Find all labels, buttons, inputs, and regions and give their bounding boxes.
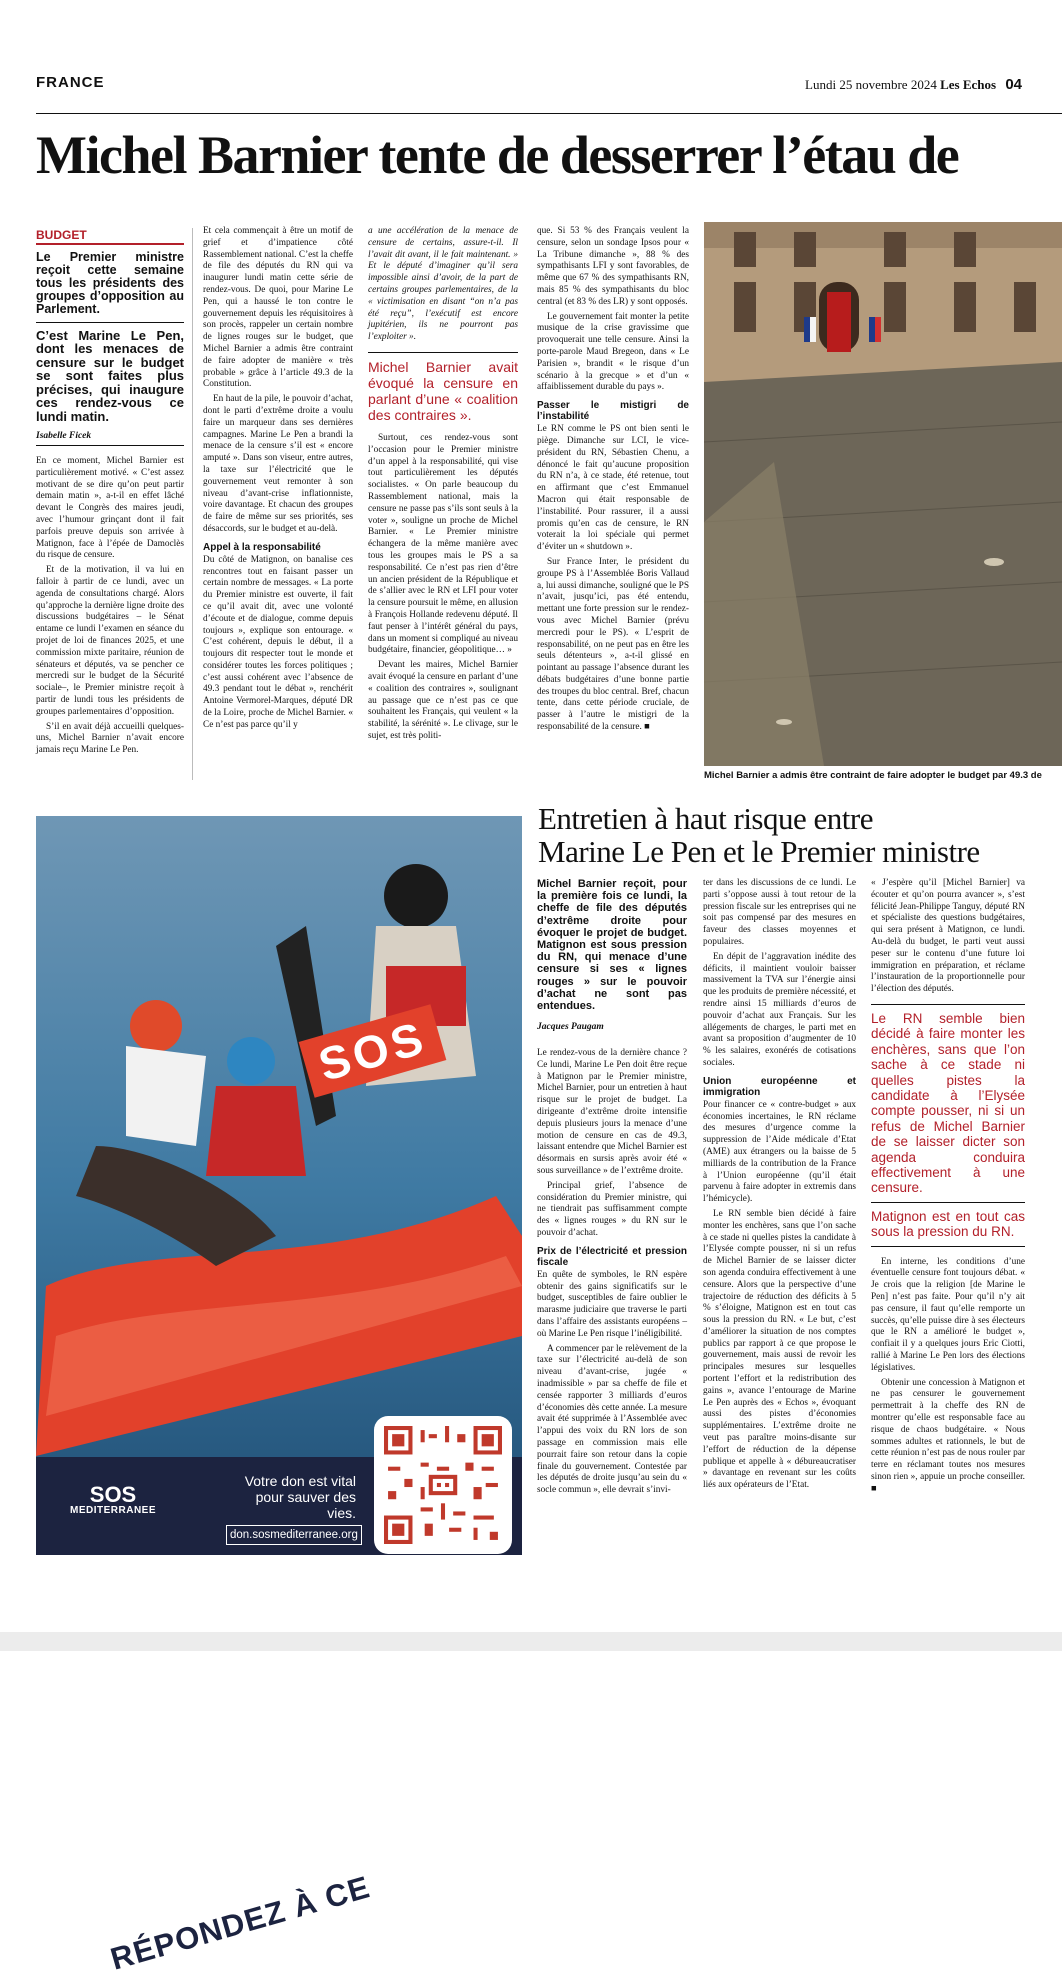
date-text: Lundi 25 novembre 2024 xyxy=(805,77,937,92)
ad-slogan-line2: SOS xyxy=(299,1004,447,1098)
article2-pull-quote-1: Le RN semble bien décidé à faire monter les enchères, sans que l’on sache à ce stade ni quelles pistes la candidate à l’Elysée compte pousser, ni si un refus de Michel Barnier de se laisser dicter son agenda conduira effectivement à une censure. xyxy=(871,1004,1025,1196)
column-divider xyxy=(192,228,193,780)
section-label: FRANCE xyxy=(36,74,105,91)
ad-qr-card xyxy=(374,1416,512,1554)
article2-headline-line2: Marine Le Pen et le Premier ministre xyxy=(538,834,980,869)
article1-paragraph: que. Si 53 % des Français veulent la censure, selon un sondage Ipsos pour « La Tribune dimanche », 88 % des sympathisants LFI y sont favorables, de même que 67 % des sympathisants RN, mais 85 % des sympathisants du bloc central (et 83 % des LR) y sont opposés. xyxy=(537,226,689,307)
article1-paragraph: Et cela commençait à être un motif de grief et d’impatience côté Rassemblement national. C’est la cheffe de file des députés du RN qui va inaugurer lundi matin cette série de rendez-vous. De quoi, pour Marine Le Pen, qui a haussé le ton contre le gouvernement depuis les réquisitoires à son procès, rappeler un certain nombre de lignes rouges sur le budget, que Michel Barnier a admis être contraint de faire adopter de manière « très probable » grâce à l’article 49.3 de la Constitution. xyxy=(203,226,353,390)
photo-caption: Michel Barnier a admis être contraint de faire adopter le budget par 49.3 de xyxy=(704,770,1042,781)
article2-paragraph: ter dans les discussions de ce lundi. Le parti s’oppose aussi à tout retour de la pression fiscale sur les entreprises qui ne soit pas compensé par des mesures en faveur des classes moyennes et populaires. xyxy=(703,878,856,947)
paper-name: Les Echos xyxy=(940,77,997,92)
ad-sos-badge xyxy=(304,1010,441,1092)
photo-illustration xyxy=(704,222,1062,766)
issue-date xyxy=(805,76,1022,93)
article2-paragraph: Le rendez-vous de la dernière chance ? Ce lundi, Marine Le Pen doit être reçue à Matignon par le Premier ministre, Michel Barnier, pour un entretien à haut risque sur le projet de budget. La dirigeante d’extrême droite intensifie depuis plusieurs jours la menace d’une motion de censure en cas de 49.3, laissant entendre que Michel Barnier est désormais en sursis après avoir été « sous surveillance » de l’extrême droite. xyxy=(537,1048,687,1176)
article2-lede: Michel Barnier reçoit, pour la première fois ce lundi, la cheffe de file des députés d’extrême droite pour évoquer le projet de budget. Matignon est sous pression du RN, qui menace d’une censure si ses « lignes rouges » sur le pouvoir d’achat ne sont pas entendues. xyxy=(537,878,687,1013)
ad-slogan-line1: RÉPONDEZ À CE xyxy=(96,1863,385,1984)
article2-column-3 xyxy=(871,878,1025,1630)
sos-logo-line2: MEDITERRANEE xyxy=(70,1505,157,1516)
ad-tagline xyxy=(226,1473,356,1545)
article1-author: Isabelle Ficek xyxy=(36,431,184,446)
qr-code-icon[interactable] xyxy=(384,1426,502,1544)
article2-subhead-1: Prix de l’électricité et pression fiscale xyxy=(537,1245,687,1268)
article1-subhead-2: Passer le mistigri de l’instabilité xyxy=(537,400,689,423)
article2-headline xyxy=(538,802,980,868)
article1-paragraph: Et de la motivation, il va lui en falloir à partir de ce lundi, avec un agenda de consultations chargé. Alors qu’approche la dernière ligne droite des discussions budgétaires – le Sénat entame ce lundi l’examen en séance du projet de loi de finances 2025, et une commission mixte paritaire, réunion de sénateurs et députés, va se pencher ce mercredi sur le budget de la Sécurité sociale–, le Premier ministre reçoit à partir de lundi tous les présidents de groupes parlementaires d’opposition. xyxy=(36,565,184,717)
article2-subhead-2: Union européenne et immigration xyxy=(703,1075,856,1098)
top-rule xyxy=(36,113,1062,114)
article1-paragraph: En ce moment, Michel Barnier est particulièrement motivé. « C’est assez motivant de se dire qu’on peut partir demain matin », a-t-il en effet lâché devant le Congrès des maires jeudi, avec l’humour grinçant dont il fait parfois preuve depuis son arrivée à Matignon, face à l’épée de Damoclès du risque de censure. xyxy=(36,456,184,561)
article1-paragraph: a une accélération de la menace de censure de certains, assure-t-il. Il l’avait dit avant, il le fait maintenant. » Et le député d’imaginer qu’il sera impossible ainsi d’avoir, de la part de certains groupes parlementaires, de la « victimisation en disant “on n’a pas été reçu”, l’exécutif est encore jupitérien, ils ne pourront pas l’exploiter ». xyxy=(368,226,518,343)
page-number: 04 xyxy=(1005,76,1022,93)
article2-paragraph: En dépit de l’aggravation inédite des déficits, il maintient vouloir baisser massivement la TVA sur l’énergie ainsi que les produits de première nécessité, et rendre ainsi 15 milliards d’euros de pouvoir d’achat aux Français. Sur les allégements de charges, le parti met en avant sa proposition d’augmenter de 10 % les salaires, exonérés de cotisations sociales. xyxy=(703,951,856,1068)
article2-column-2 xyxy=(703,878,856,1630)
article1-paragraph: Le gouvernement fait monter la petite musique de la crise gravissime que provoquerait une telle censure. Ainsi la porte-parole Maud Bregeon, dans « Le Parisien », brandit « le risque d’un scénario à la grecque » et d’un « affaiblissement durable du pays ». xyxy=(537,311,689,393)
ad-donation-link[interactable]: don.sosmediterranee.org xyxy=(226,1525,362,1545)
article1-column-1 xyxy=(36,230,184,780)
article1-lede-2: C’est Marine Le Pen, dont les menaces de censure sur le budget se sont faites plus précises, qui inaugure ces rendez-vous ce lundi matin. xyxy=(36,327,184,424)
article2-paragraph: En quête de symboles, le RN espère obtenir des gains significatifs sur le budget, susceptibles de faire oublier le marasme judiciaire que traverse le parti dans l’affaire des assistants européens – où Marine Le Pen risque l’inéligibilité. xyxy=(537,1269,687,1339)
page-headline: Michel Barnier tente de desserrer l’étau de xyxy=(36,125,959,185)
article2-paragraph: Pour financer ce « contre-budget » aux économies incertaines, le RN réclame des mesures d’urgence comme la suppression de l’Aide médicale d’Etat (AME) aux étrangers ou la baisse de 5 milliards de la contribution de la France à l’Union européenne (qu’il était parvenu à faire adopter in extremis dans l’hémicycle). xyxy=(703,1099,856,1205)
article2-paragraph: En interne, les conditions d’une éventuelle censure font toujours débat. « Je crois que la religion [de Marine le Pen] n’est pas faite. Pour qu’il n’y ait pas censure, il faut qu’elle remporte un succès, qu’elle puisse dire à ses électeurs que le RN a amélioré le budget », confiait il y a quelques jours Eric Ciotti, rallié à Marine Le Pen lors des élections législatives. xyxy=(871,1256,1025,1373)
article1-paragraph: Du côté de Matignon, on banalise ces rencontres tout en faisant passer un certain nombre de messages. « La porte du Premier ministre est ouverte, il fait ce qu’il avait dit, avec une volonté d’écoute et de dialogue, comme depuis toujours », explique son entourage. « C’est cohérent, depuis le début, il a toujours dit respecter tout le monde et considérer toutes les forces politiques ; c’est aussi cohérent avec l’absence de 49.3 pendant tout le débat », renchérit Antoine Vermorel-Marques, député DR de la Loire, proche de Michel Barnier. « Ce n’est pas parce qu’il y xyxy=(203,554,353,730)
article1-paragraph: Surtout, ces rendez-vous sont l’occasion pour le Premier ministre d’un appel à la responsabilité, qui vise tout particulièrement les députés socialistes. « On parle beaucoup du Rassemblement national, mais la censure ne passe pas s’ils sont seuls à la voter », souligne un proche de Michel Barnier. « Le Premier ministre échangera de la même manière avec tous les groupes mais le PS a sa responsabilité. Ce n’est pas rien d’être un ancien président de la République et de s’allier avec le RN et LFI pour voter la censure poursuit le même, en allusion à François Hollande redevenu député. Il faut penser à l’intérêt général du pays, dans un moment si compliqué au niveau budgétaire, financier, géopolitique… » xyxy=(368,432,518,656)
page-bottom-band xyxy=(0,1632,1062,1651)
matignon-photo xyxy=(704,222,1062,766)
article1-paragraph: Sur France Inter, le président du groupe PS à l’Assemblée Boris Vallaud a, lui aussi dimanche, souligné que le PS n’avait, jusqu’ici, pas été entendu, mettant une forte pression sur le rendez-vous avec Michel Barnier (prévu mercredi pour le PS). « L’esprit de responsabilité, on ne peut pas en être les seuls détenteurs », a-t-il glissé en pointant au passage l’absence durant les débats budgétaires d’une bonne partie des troupes du bloc central. Bref, chacun tente, dans cette période cruciale, de passer à l’autre le mistigri de la responsabilité de la censure. ■ xyxy=(537,556,689,733)
article1-paragraph: S’il en avait déjà accueilli quelques-uns, Michel Barnier n’avait encore jamais reçu Marine Le Pen. xyxy=(36,721,184,756)
ad-tagline-line2: pour sauver des vies. xyxy=(255,1489,356,1521)
article2-pull-quote-2: Matignon est en tout cas sous la pression du RN. xyxy=(871,1202,1025,1247)
ad-tagline-line1: Votre don est vital xyxy=(244,1473,356,1489)
article1-pull-quote: Michel Barnier avait évoqué la censure en parlant d’une « coalition des contraires ». xyxy=(368,352,518,423)
article1-paragraph: Devant les maires, Michel Barnier avait évoqué la censure en parlant d’une « coalition des contraires », soulignant au passage que ce n’est pas ce que souhaitent les Français, qui veulent « la stabilité, la sérénité ». Le clivage, sur le sujet, est très politi- xyxy=(368,660,518,741)
sos-logo-line1: SOS xyxy=(89,1482,137,1507)
article2-headline-line1: Entretien à haut risque entre xyxy=(538,801,873,836)
article1-column-3 xyxy=(368,226,518,782)
sos-mediterranee-ad xyxy=(36,816,522,1977)
article1-paragraph: Le RN comme le PS ont bien senti le piège. Dimanche sur LCI, le vice-président du RN, Sébastien Chenu, a dénoncé le fait qu’aucune proposition du RN n’a, à ce stade, été retenue, tout en affirmant que c’est Emmanuel Macron qui était responsable de l’instabilité. Pour rassurer, il a aussi promis qu’en cas de censure, le RN voterait la loi spéciale qui permet d’éviter un « shutdown ». xyxy=(537,424,689,553)
article2-paragraph: A commencer par le relèvement de la taxe sur l’électricité au-delà de son niveau d’avant-crise, jugée « inadmissible » par sa cheffe de file et censée rapporter 3 milliards d’euros d’économies dès cette année. La mesure avait été supprimée à l’Assemblée avec l’appui des voix du RN lors de son passage en commission mais elle pourrait faire son retour dans la copie finale du gouvernement. Contestée par les députés de droite jusqu’au sein du « socle commun », elle devrait s’invi- xyxy=(537,1343,687,1496)
article2-author: Jacques Paugam xyxy=(537,1022,604,1033)
article2-column-1 xyxy=(537,878,687,1630)
article2-paragraph: Obtenir une concession à Matignon et ne pas censurer le gouvernement permettrait à la cheffe des RN de montrer qu’elle est responsable face au risque de chaos budgétaire. « Nous sommes adultes et rationnels, le but de cette réunion n’est pas de nous rouler par terre en réclamant toutes nos mesures sinon rien », appuie un proche conseiller. ■ xyxy=(871,1377,1025,1494)
article1-column-4 xyxy=(537,226,689,782)
article1-lede-1: Le Premier ministre reçoit cette semaine tous les présidents des groupes d’opposition au Parlement. xyxy=(36,251,184,323)
rubric-tag: BUDGET xyxy=(36,230,184,245)
article2-paragraph: Principal grief, l’absence de considération du Premier ministre, qui ne tiendrait pas suffisamment compte des « lignes rouges » du RN sur le pouvoir d’achat. xyxy=(537,1180,687,1238)
article2-paragraph: Le RN semble bien décidé à faire monter les enchères, sans que l’on sache à ce stade ni quelles pistes la candidate à l’Elysée compte pousser, ni si un refus de Michel Barnier de se laisser dicter son agenda conduira effectivement à une censure. Alors que la perspective d’une trajectoire de réduction des déficits à 5 % s’éloigne, Matignon est en tout cas sous la pression du RN. « Le but, c’est d’améliorer la situation de nos comptes publics par rapport à ce que propose le gouvernement, mais aussi de revoir les principales mesures sur lesquelles portent l’effort et la redistribution des gains », avance l’entourage de Marine Le Pen auprès des « Echos », évoquant aussi des pistes d’économies supplémentaires. L’extrême droite ne veut pas paraître moins-disante sur l’effort de réduction de la dépense publique et appelle à « débureaucratiser » davantage en revenant sur les coûts liés aux opérateurs de l’Etat. xyxy=(703,1208,856,1491)
sos-logo xyxy=(70,1482,157,1517)
article1-paragraph: En haut de la pile, le pouvoir d’achat, dont le parti d’extrême droite a voulu faire un marqueur dans ses dernières campagnes. Marine Le Pen a brandi la menace de la censure s’il est « encore amputé ». Dans son viseur, entre autres, la taxe sur l’électricité que le gouvernement veut remonter à son niveau d’avant-crise inflationniste, voire davantage. Et chacun des groupes de faire de même sur ses priorités, ses désaccords, sur le budget et au-delà. xyxy=(203,394,353,534)
article1-subhead-1: Appel à la responsabilité xyxy=(203,541,321,553)
article2-paragraph: « J’espère qu’il [Michel Barnier] va écouter et qu’on pourra avancer », s’est félicité Jean-Philippe Tanguy, député RN et spécialiste des questions budgétaires, qui sera présent à Matignon, ce lundi. Au-delà du budget, le parti veut aussi peser sur le contenu d’une future loi immigration en préparation, et réclame l’instauration de la proportionnelle pour l’élection des députés. xyxy=(871,878,1025,995)
article1-column-2 xyxy=(203,226,353,782)
